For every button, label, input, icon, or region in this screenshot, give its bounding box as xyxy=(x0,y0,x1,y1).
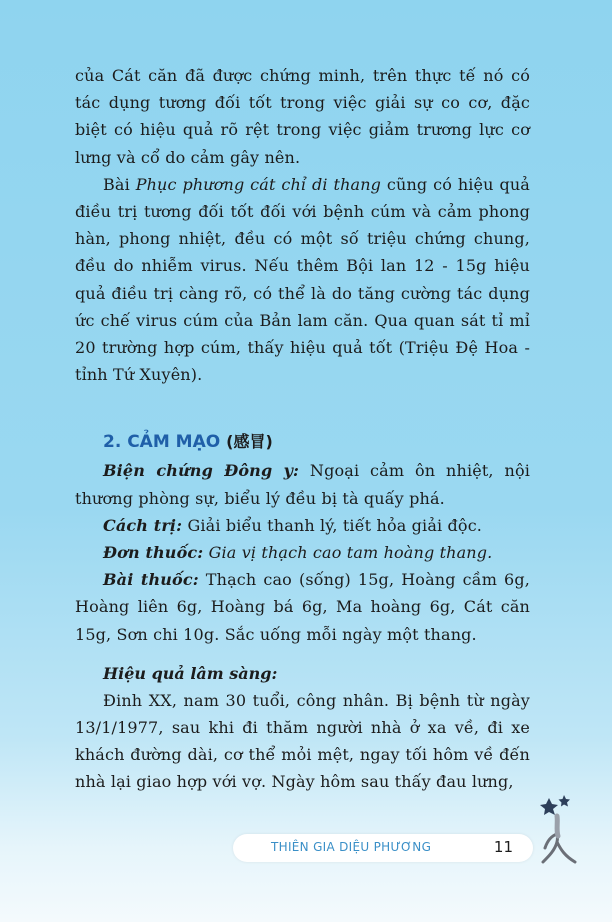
paragraph-1: của Cát căn đã được chứng minh, trên thực tế nó có tác dụng tương đối tốt trong việc giải sự co cơ, đặc biệt có hiệu quả rõ rệt trong việc giảm trương lực cơ lưng và cổ do cảm gây nên. xyxy=(75,66,530,167)
ginseng-root-icon xyxy=(535,790,595,870)
footer-book-title: THIÊN GIA DIỆU PHƯƠNG xyxy=(271,840,432,854)
page-number: 11 xyxy=(493,838,513,856)
prescription-text: Gia vị thạch cao tam hoàng thang. xyxy=(203,543,493,563)
diagnosis-paragraph xyxy=(75,457,530,511)
treatment-paragraph xyxy=(75,512,530,539)
prescription-paragraph xyxy=(75,539,530,566)
clinical-effect-heading: Hiệu quả lâm sàng: xyxy=(103,663,278,683)
paragraph-2-start: Bài xyxy=(103,174,136,194)
ingredients-text: Thạch cao (sống) 15g, Hoàng cầm 6g, Hoàng liên 6g, Hoàng bá 6g, Ma hoàng 6g, Cát căn 15g, Sơn chi 10g. Sắc uống mỗi ngày một thang. xyxy=(75,570,530,644)
treatment-text: Giải biểu thanh lý, tiết hỏa giải độc. xyxy=(182,515,483,535)
ingredients-paragraph xyxy=(75,566,530,648)
footer-bar xyxy=(233,834,533,862)
diagnosis-label: Biện chứng Đông y: xyxy=(103,461,300,481)
diagnosis-text: Ngoại cảm ôn nhiệt, nội thương phòng sự, biểu lý đều bị tà quấy phá. xyxy=(75,461,530,508)
ingredients-label: Bài thuốc: xyxy=(103,570,199,590)
paragraph-2 xyxy=(75,171,530,389)
paragraph-2-rest: cũng có hiệu quả điều trị tương đối tốt đối với bệnh cúm và cảm phong hàn, phong nhiệt, đều có một số triệu chứng chung, đều do nhiễm virus. Nếu thêm Bội lan 12 - 15g hiệu quả điều trị càng rõ, có thể là do tăng cường tác dụng ức chế virus cúm của Bản lam căn. Qua quan sát tỉ mỉ 20 trường hợp cúm, thấy hiệu quả tốt (Triệu Đệ Hoa - tỉnh Tứ Xuyên). xyxy=(75,174,530,385)
section-title: 2. CẢM MẠO xyxy=(103,432,221,453)
section-heading xyxy=(103,427,530,457)
prescription-label: Đơn thuốc: xyxy=(103,543,204,563)
case-paragraph: Đinh XX, nam 30 tuổi, công nhân. Bị bệnh từ ngày 13/1/1977, sau khi đi thăm người nhà ở xa về, đi xe khách đường dài, cơ thể mỏi mệt, ngay tối hôm về đến nhà lại giao hợp với vợ. Ngày hôm sau thấy đau lưng, xyxy=(75,690,530,792)
page-content xyxy=(75,62,530,796)
prescription-title: Phục phương cát chỉ di thang xyxy=(135,174,382,194)
section-han-title: (感冒) xyxy=(226,432,273,452)
treatment-label: Cách trị: xyxy=(103,515,183,535)
